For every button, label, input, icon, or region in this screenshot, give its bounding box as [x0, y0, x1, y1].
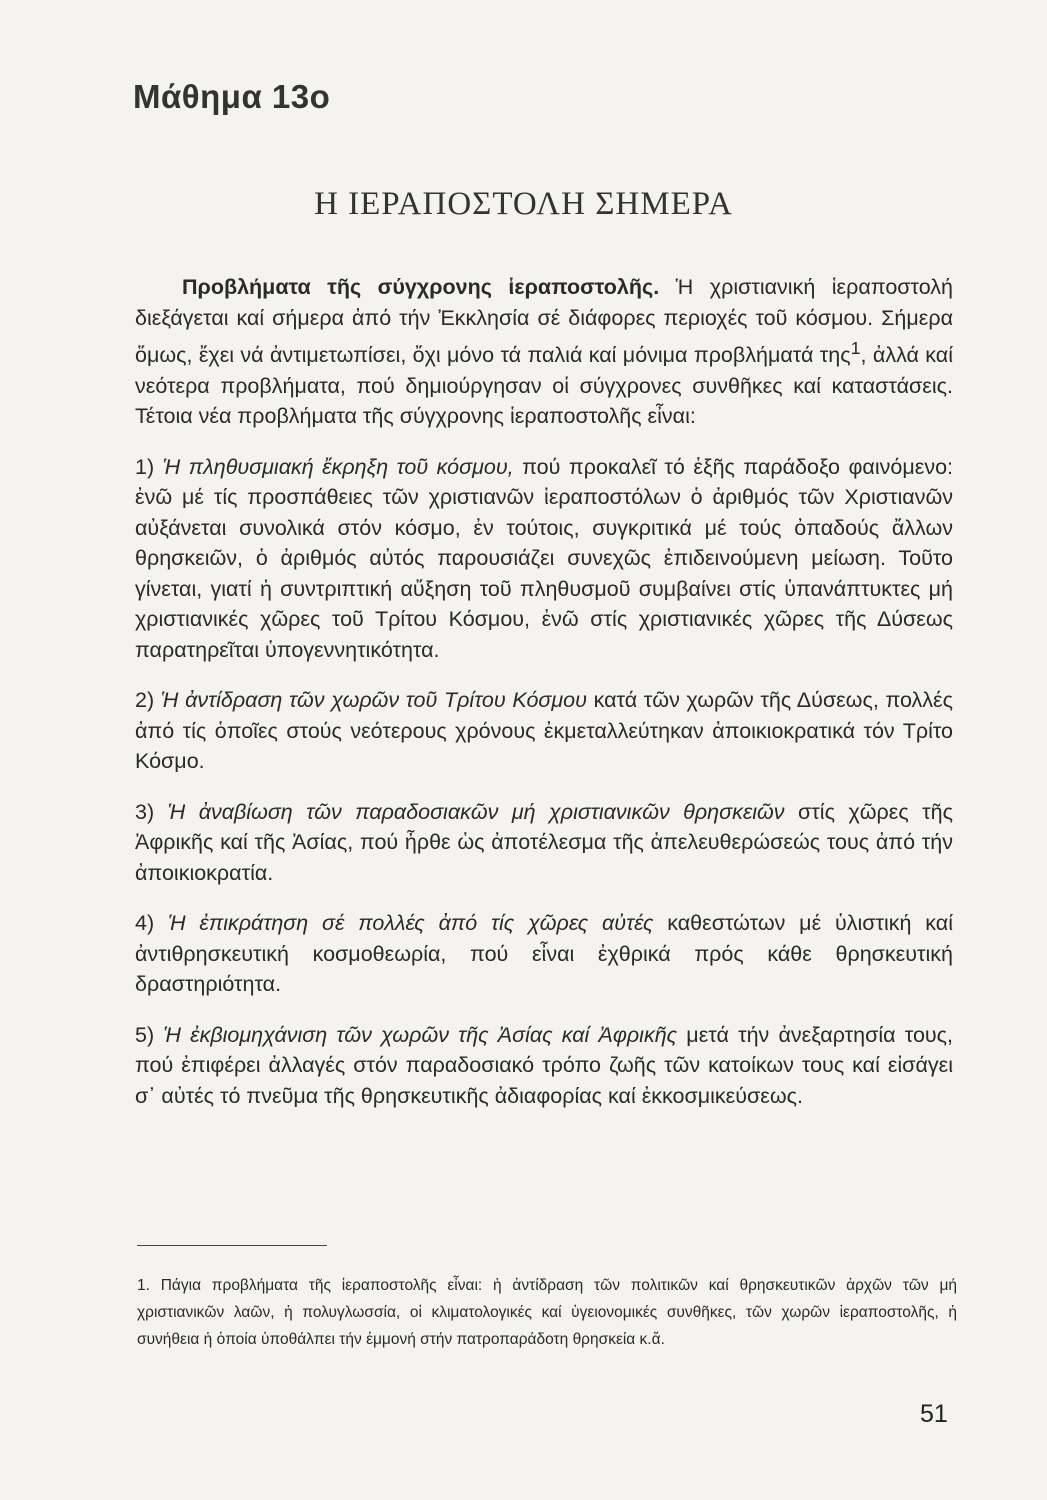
item-text: στίς χῶρες τῆς Ἀφρικῆς καί τῆς Ἀσίας, πού ἦρθε ὡς ἀποτέλεσμα τῆς ἀπελευθερώσεώς τους ἀπό τήν ἀποικιοκρατία. — [135, 799, 953, 885]
footnote-divider — [137, 1245, 327, 1246]
item-text: πού προκαλεῖ τό ἑξῆς παράδοξο φαινόμενο: ἐνῶ μέ τίς προσπάθειες τῶν χριστιανῶν ἱεραποστόλων ὁ ἀριθμός τῶν Χριστιανῶν αὐξάνεται συνολικά στόν κόσμο, ἐν τούτοις, συγκριτικά μέ τούς ὀπαδούς ἄλλων θρησκειῶν, ὁ ἀριθμός αὐτός παρουσιάζει συνεχῶς ἐπιδεινούμενη μείωση. Τοῦτο γίνεται, γιατί ἡ συντριπτική αὔξηση τοῦ πληθυσμοῦ συμβαίνει στίς ὑπανάπτυκτες μή χριστιανικές χῶρες τοῦ Τρίτου Κόσμου, ἐνῶ στίς χριστιανικές χῶρες τῆς Δύσεως παρατηρεῖται ὑπογεννητικότητα. — [135, 454, 953, 662]
list-item — [135, 452, 953, 666]
item-number: 2) — [135, 688, 155, 713]
lesson-heading: Μάθημα 13ο — [133, 78, 331, 115]
item-number: 1) — [135, 454, 155, 479]
item-text: κατά τῶν χωρῶν τῆς Δύσεως, πολλές ἀπό τίς ὁποῖες στούς νεότερους χρόνους ἐκμεταλλεύτηκαν ἀποικιοκρατικά τόν Τρίτο Κόσμο. — [135, 688, 953, 774]
item-text: καθεστώτων μέ ὑλιστική καί ἀντιθρησκευτική κοσμοθεωρία, πού εἶναι ἐχθρικά πρός κάθε θρησκευτική δραστηριότητα. — [135, 911, 953, 997]
item-emphasis: Ἡ πληθυσμιακή ἔκρηξη τοῦ κόσμου, — [162, 454, 514, 479]
item-emphasis: Ἡ ἀναβίωση τῶν παραδοσιακῶν μή χριστιανικῶν θρησκειῶν — [167, 799, 785, 824]
intro-text-continued: , ἀλλά καί νεότερα προβλήματα, πού δημιούργησαν οἱ σύγχρονες συνθῆκες καί καταστάσεις. Τέτοια νέα προβλήματα τῆς σύγχρονης ἱεραποστολῆς εἶναι: — [135, 343, 953, 429]
main-text — [135, 272, 953, 1111]
item-number: 5) — [135, 1022, 155, 1047]
list-item — [135, 797, 953, 889]
footnote-reference: 1 — [850, 338, 861, 358]
page-number: 51 — [920, 1400, 948, 1428]
item-emphasis: Ἡ ἐκβιομηχάνιση τῶν χωρῶν τῆς Ἀσίας καί Ἀφρικῆς — [163, 1022, 678, 1047]
list-item — [135, 908, 953, 1000]
item-emphasis: Ἡ ἐπικράτηση σέ πολλές ἀπό τίς χῶρες αὐτές — [167, 911, 654, 936]
footnote — [137, 1272, 957, 1353]
list-item — [135, 1020, 953, 1112]
item-text: μετά τήν ἀνεξαρτησία τους, πού ἐπιφέρει ἀλλαγές στόν παραδοσιακό τρόπο ζωῆς τῶν κατοίκων τους καί εἰσάγει σ᾿ αὐτές τό πνεῦμα τῆς θρησκευτικῆς ἀδιαφορίας καί ἐκκοσμικεύσεως. — [135, 1022, 953, 1108]
footnote-number: 1. — [137, 1277, 150, 1294]
footnote-text: Πάγια προβλήματα τῆς ἱεραποστολῆς εἶναι: ἡ ἀντίδραση τῶν πολιτικῶν καί θρησκευτικῶν ἀρχῶν τῶν μή χριστιανικῶν λαῶν, ἡ πολυγλωσσία, οἱ κλιματολογικές καί ὑγειονομικές συνθῆκες, τῶν χωρῶν ἱεραποστολῆς, ἡ συνήθεια ἡ ὁποία ὑποθάλπει τήν ἐμμονή στήν πατροπαράδοτη θρησκεία κ.ἄ. — [137, 1277, 957, 1348]
intro-lead: Προβλήματα τῆς σύγχρονης ἱεραποστολῆς. — [182, 275, 660, 299]
item-emphasis: Ἡ ἀντίδραση τῶν χωρῶν τοῦ Τρίτου Κόσμου — [160, 688, 587, 713]
item-number: 4) — [135, 911, 155, 936]
item-number: 3) — [135, 799, 155, 824]
intro-paragraph — [135, 272, 953, 432]
intro-text: Ἡ χριστιανική ἱεραποστολή διεξάγεται καί σήμερα ἀπό τήν Ἐκκλησία σέ διάφορες περιοχές τοῦ κόσμου. Σήμερα ὅμως, ἔχει νά ἀντιμετωπίσει, ὄχι μόνο τά παλιά καί μόνιμα προβλήματά της — [135, 275, 954, 368]
page-title: Η ΙΕΡΑΠΟΣΤΟΛΗ ΣΗΜΕΡΑ — [314, 186, 733, 222]
list-item — [135, 685, 953, 777]
